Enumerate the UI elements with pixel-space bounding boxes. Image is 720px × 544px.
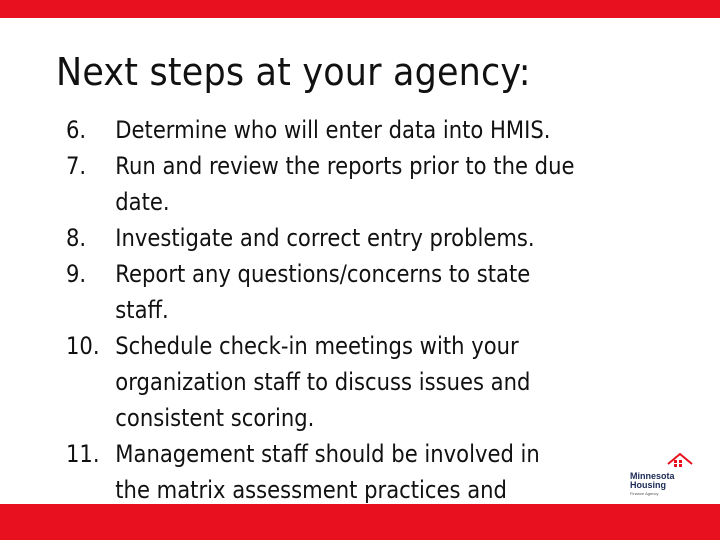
slide-title: Next steps at your agency: (56, 50, 531, 94)
step-text: organization staff to discuss issues and (115, 368, 531, 396)
step-number: 10. (66, 332, 100, 360)
list-item (66, 328, 664, 436)
step-text: Management staff should be involved in (115, 440, 540, 468)
list-item (66, 148, 664, 220)
step-text: Determine who will enter data into HMIS. (115, 116, 551, 144)
logo-wordmark: Minnesota Housing (630, 471, 675, 490)
logo-tagline: Finance Agency (630, 491, 659, 496)
list-item (66, 256, 664, 328)
step-text: Schedule check-in meetings with your (115, 332, 519, 360)
step-number: 7. (66, 152, 87, 180)
step-number: 6. (66, 116, 87, 144)
step-text: the matrix assessment practices and (115, 476, 507, 504)
list-item (66, 220, 664, 256)
top-accent-bar (0, 0, 720, 18)
step-text: Report any questions/concerns to state (115, 260, 531, 288)
step-text: consistent scoring. (115, 404, 315, 432)
bottom-accent-bar (0, 504, 720, 540)
step-text: Run and review the reports prior to the due (115, 152, 575, 180)
step-text: staff. (115, 296, 169, 324)
steps-list (66, 112, 666, 544)
step-text: Investigate and correct entry problems. (115, 224, 535, 252)
step-text: date. (115, 188, 170, 216)
list-item (66, 112, 664, 148)
step-number: 8. (66, 224, 87, 252)
step-number: 9. (66, 260, 87, 288)
step-number: 11. (66, 440, 100, 468)
